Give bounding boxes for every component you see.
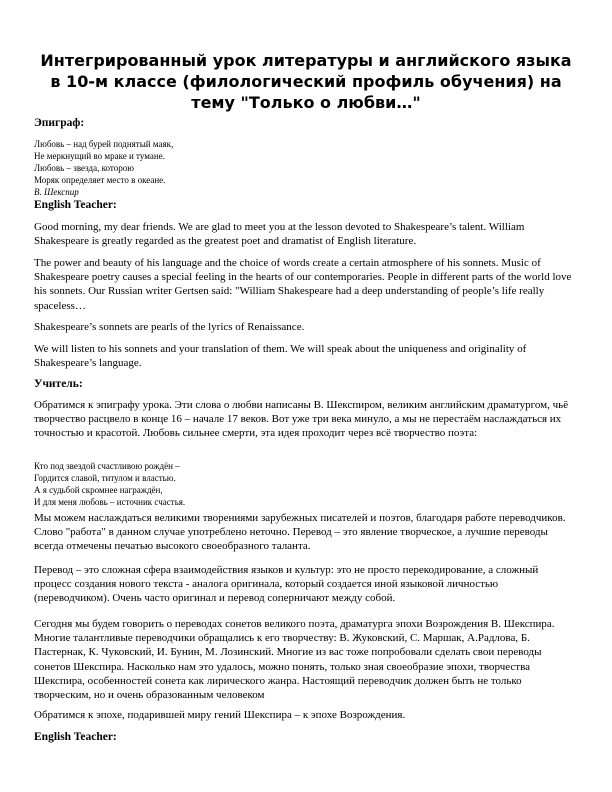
epigraph-author: В. Шекспир [34,187,79,197]
poem-line: И для меня любовь – источник счастья. [34,497,186,507]
poem-line: А я судьбой скромнее награждён, [34,485,163,495]
speaker-english-teacher: English Teacher: [34,731,117,743]
document-title: Интегрированный урок литературы и английского языка в 10-м классе (филологический профиль обучения) на тему "Только о любви…" [40,51,572,112]
epigraph-line: Моряк определяет место в океане. [34,175,166,185]
english-paragraph: Good morning, my dear friends. We are glad to meet you at the lesson devoted to Shakespeare’s talent. William Shakespeare is greatly regarded as the greatest poet and dramatist of English literature. [34,221,525,248]
english-paragraph: Shakespeare’s sonnets are pearls of the lyrics of Renaissance. [34,321,305,333]
poem-line: Кто под звездой счастливою рождён – [34,461,180,471]
poem-quote [34,460,574,508]
speaker-teacher: Учитель: [34,378,83,390]
english-paragraph: The power and beauty of his language and the choice of words create a certain atmosphere of his sonnets. Music of Shakespeare poetry causes a special feeling in the hearts of our contemporaries. People in different parts of the world love his sonnets. Our Russian writer Gertsen said: "William Shakespeare had a deep understanding of people’s life really spaceless… [34,257,572,312]
teacher-paragraph: Сегодня мы будем говорить о переводах сонетов великого поэта, драматурга эпохи Возрождения В. Шекспира. Многие талантливые переводчики обращались к его творчеству: В. Жуковский, С. Маршак, А.Радлова, Б. Пастернак, К. Чуковский, И. Бунин, М. Лозинский. Многие из вас тоже попробовали сделать свои переводы сонетов Шекспира. Насколько нам это удалось, можно понять, только зная своеобразие эпохи, творчества Шекспира, особенностей сонета как лирического жанра. Настоящий переводчик должен быть не только творческим, но и очень образованным человеком [34,618,555,702]
epigraph-label: Эпиграф: [34,117,85,129]
epigraph-line: Не меркнущий во мраке и тумане. [34,151,165,161]
speaker-english-teacher: English Teacher: [34,199,117,211]
teacher-paragraph: Перевод – это сложная сфера взаимодействия языков и культур: это не просто перекодирование, а сложный процесс создания нового текста - аналога оригинала, который создается иной языковой личностью (переводчиком). Очень часто оригинал и перевод соперничают между собой. [34,564,539,605]
epigraph-line: Любовь – над бурей поднятый маяк, [34,139,174,149]
teacher-paragraph: Обратимся к эпиграфу урока. Эти слова о любви написаны В. Шекспиром, великим английским драматургом, чьё творчество расцвело в конце 16 – начале 17 веков. Вот уже три века минуло, а мы не перестаём наслаждаться их точностью и красотой. Любовь сильнее смерти, эта идея проходит через всё творчество поэта: [34,399,569,440]
english-paragraph: We will listen to his sonnets and your translation of them. We will speak about the uniqueness and originality of Shakespeare’s language. [34,343,527,370]
poem-line: Гордится славой, титулом и властью. [34,473,176,483]
teacher-paragraph: Обратимся к эпохе, подарившей миру гений Шекспира – к эпохе Возрождения. [34,709,406,721]
epigraph-poem [34,138,574,198]
teacher-paragraph: Мы можем наслаждаться великими творениями зарубежных писателей и поэтов, благодаря работе переводчиков. Слово "работа" в данном случае употреблено неточно. Перевод – это явление творческое, а лучшие переводы всегда отмечены печатью высокого своеобразного таланта. [34,512,566,553]
epigraph-line: Любовь – звезда, которою [34,163,134,173]
